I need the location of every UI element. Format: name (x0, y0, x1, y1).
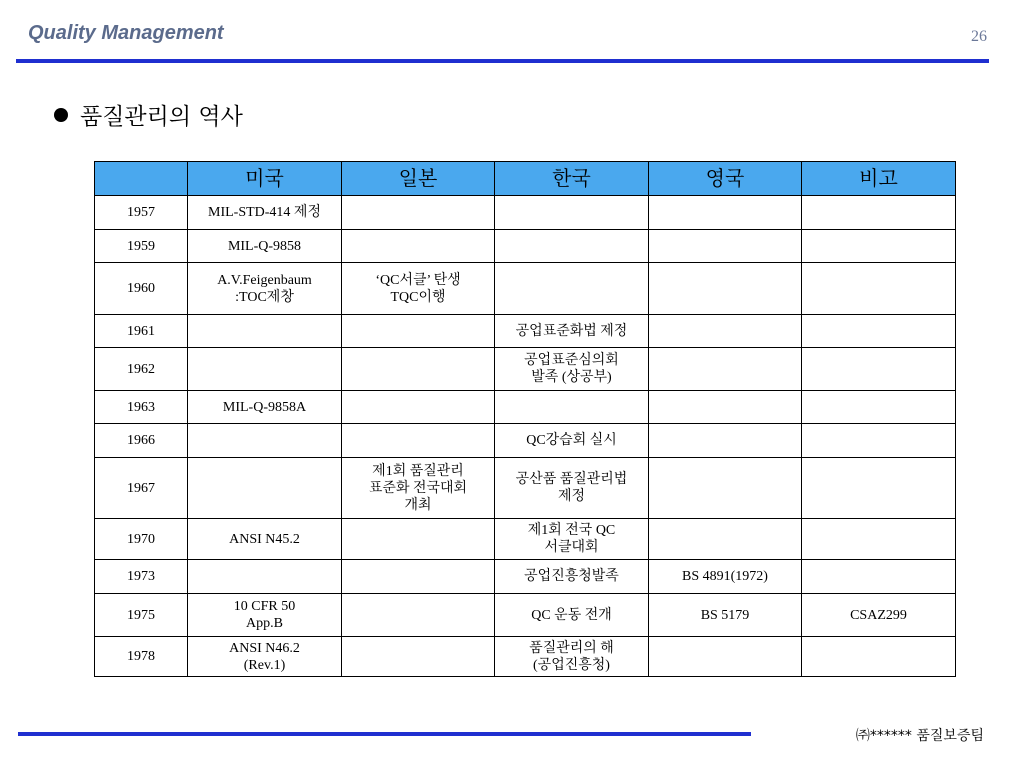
cell-note (802, 458, 956, 519)
cell-note (802, 196, 956, 230)
table-row (95, 560, 956, 594)
table-row (95, 230, 956, 263)
cell-uk: BS 4891(1972) (649, 560, 802, 594)
cell-usa: ANSI N45.2 (188, 519, 342, 560)
header-divider (16, 59, 989, 63)
cell-year: 1961 (95, 315, 188, 348)
cell-year: 1960 (95, 263, 188, 315)
section-heading (54, 98, 243, 131)
cell-year: 1966 (95, 424, 188, 458)
cell-note (802, 230, 956, 263)
table-row (95, 315, 956, 348)
table-row (95, 594, 956, 637)
cell-usa: A.V.Feigenbaum :TOC제창 (188, 263, 342, 315)
cell-japan: 제1회 품질관리 표준화 전국대회 개최 (342, 458, 495, 519)
cell-japan (342, 424, 495, 458)
cell-usa (188, 424, 342, 458)
cell-note (802, 315, 956, 348)
cell-korea: 공업진흥청발족 (495, 560, 649, 594)
cell-note (802, 637, 956, 677)
table-row (95, 424, 956, 458)
cell-usa: 10 CFR 50 App.B (188, 594, 342, 637)
cell-uk (649, 391, 802, 424)
cell-uk (649, 424, 802, 458)
history-table (94, 161, 956, 677)
page-number: 26 (971, 28, 987, 45)
cell-year: 1957 (95, 196, 188, 230)
footer-company: ㈜****** 품질보증팀 (855, 728, 984, 744)
cell-usa (188, 348, 342, 391)
cell-usa (188, 560, 342, 594)
footer-divider (18, 732, 751, 736)
cell-korea (495, 391, 649, 424)
cell-korea (495, 230, 649, 263)
cell-japan (342, 594, 495, 637)
cell-year: 1963 (95, 391, 188, 424)
cell-usa (188, 315, 342, 348)
cell-japan (342, 637, 495, 677)
cell-korea: QC강습회 실시 (495, 424, 649, 458)
cell-note (802, 424, 956, 458)
cell-year: 1973 (95, 560, 188, 594)
cell-japan (342, 519, 495, 560)
cell-korea: 제1회 전국 QC 서클대회 (495, 519, 649, 560)
table-row (95, 458, 956, 519)
cell-year: 1978 (95, 637, 188, 677)
table-row (95, 348, 956, 391)
column-header-note: 비고 (802, 162, 956, 196)
cell-year: 1970 (95, 519, 188, 560)
cell-uk (649, 458, 802, 519)
slide-title: Quality Management (28, 22, 224, 44)
cell-note (802, 519, 956, 560)
cell-korea (495, 263, 649, 315)
column-header-uk: 영국 (649, 162, 802, 196)
cell-note (802, 348, 956, 391)
cell-japan (342, 315, 495, 348)
cell-korea: 공산품 품질관리법 제정 (495, 458, 649, 519)
table-row (95, 519, 956, 560)
cell-note (802, 391, 956, 424)
cell-year: 1975 (95, 594, 188, 637)
table-row (95, 637, 956, 677)
cell-japan (342, 348, 495, 391)
cell-note (802, 263, 956, 315)
cell-korea: QC 운동 전개 (495, 594, 649, 637)
cell-usa (188, 458, 342, 519)
cell-usa: MIL-STD-414 제정 (188, 196, 342, 230)
cell-korea (495, 196, 649, 230)
cell-uk (649, 230, 802, 263)
cell-usa: ANSI N46.2 (Rev.1) (188, 637, 342, 677)
cell-note (802, 560, 956, 594)
cell-uk: BS 5179 (649, 594, 802, 637)
column-header-japan: 일본 (342, 162, 495, 196)
cell-uk (649, 637, 802, 677)
cell-year: 1967 (95, 458, 188, 519)
cell-uk (649, 519, 802, 560)
column-header-korea: 한국 (495, 162, 649, 196)
cell-japan: ‘QC서클’ 탄생 TQC이행 (342, 263, 495, 315)
section-heading-text: 품질관리의 역사 (80, 104, 243, 130)
table-header-row (95, 162, 956, 196)
cell-uk (649, 196, 802, 230)
cell-note: CSAZ299 (802, 594, 956, 637)
table-row (95, 196, 956, 230)
cell-uk (649, 348, 802, 391)
cell-year: 1962 (95, 348, 188, 391)
cell-usa: MIL-Q-9858 (188, 230, 342, 263)
table-row (95, 263, 956, 315)
cell-korea: 공업표준화법 제정 (495, 315, 649, 348)
column-header-year (95, 162, 188, 196)
cell-uk (649, 315, 802, 348)
cell-japan (342, 230, 495, 263)
bullet-icon (54, 108, 68, 122)
cell-uk (649, 263, 802, 315)
table-row (95, 391, 956, 424)
cell-japan (342, 560, 495, 594)
cell-year: 1959 (95, 230, 188, 263)
cell-japan (342, 391, 495, 424)
cell-korea: 품질관리의 해 (공업진흥청) (495, 637, 649, 677)
cell-usa: MIL-Q-9858A (188, 391, 342, 424)
cell-japan (342, 196, 495, 230)
cell-korea: 공업표준심의회 발족 (상공부) (495, 348, 649, 391)
column-header-usa: 미국 (188, 162, 342, 196)
